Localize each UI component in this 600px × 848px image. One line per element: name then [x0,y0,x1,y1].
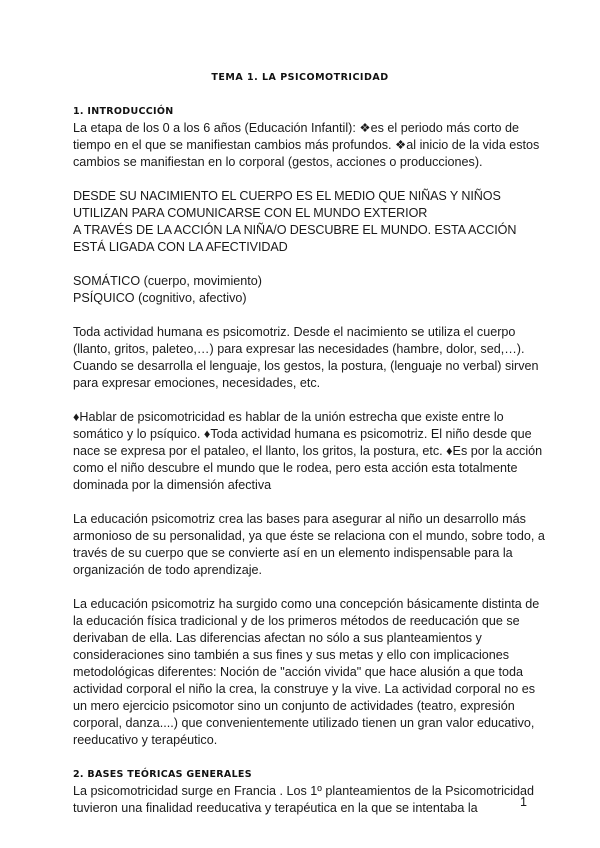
text-line: La psicomotricidad surge en Francia . Los 1º planteamientos de la Psicomotricidad [73,784,535,798]
text-line: tiempo en el que se manifiestan cambios más profundos. ❖al inicio de la vida estos [73,138,540,152]
text-line: nace se expresa por el pataleo, el llanto, los gritos, la postura, etc. ♦Es por la acción [73,444,543,458]
paragraph [73,120,540,171]
section-heading: 2. BASES TEÓRICAS GENERALES [73,769,252,780]
text-line: un mero ejercicio psicomotor sino un conjunto de actividades (teatro, expresión [73,699,515,713]
text-line: ♦Hablar de psicomotricidad es hablar de la unión estrecha que existe entre lo [73,410,504,424]
document-body [73,103,545,834]
text-line: ESTÁ LIGADA CON LA AFECTIVIDAD [73,240,288,254]
paragraph-uppercase [73,188,533,256]
paragraph [73,783,533,817]
text-line: organización de todo aprendizaje. [73,563,263,577]
paragraph [73,596,540,749]
text-line: SOMÁTICO (cuerpo, movimiento) [73,274,262,288]
section-heading: 1. INTRODUCCIÓN [73,106,174,117]
text-line: cambios se manifiestan en lo corporal (gestos, acciones o producciones). [73,155,483,169]
paragraph [73,324,539,392]
text-line: través de su cuerpo que se convierte así en un elemento indispensable para la [73,546,513,560]
text-line: reeducativo y terapéutico. [73,733,218,747]
text-line: DESDE SU NACIMIENTO EL CUERPO ES EL MEDIO QUE NIÑAS Y NIÑOS [73,189,501,203]
text-line: UTILIZAN PARA COMUNICARSE CON EL MUNDO EXTERIOR [73,206,428,220]
text-line: somático y lo psíquico. ♦Toda actividad humana es psicomotriz. El niño desde que [73,427,532,441]
text-line: dominada por la dimensión afectiva [73,478,272,492]
section-bases-teoricas [73,766,533,817]
text-line: La educación psicomotriz ha surgido como una concepción básicamente distinta de [73,597,540,611]
text-line: la educación física tradicional y de los primeros métodos de reeducación que se [73,614,520,628]
text-line: La etapa de los 0 a los 6 años (Educación Infantil): ❖es el periodo más corto de [73,121,520,135]
text-line: metodológicas diferentes: Noción de "acción vivida" que hace alusión a que toda [73,665,524,679]
text-line: PSÍQUICO (cognitivo, afectivo) [73,291,247,305]
text-line: A TRAVÉS DE LA ACCIÓN LA NIÑA/O DESCUBRE EL MUNDO. ESTA ACCIÓN [73,223,517,237]
text-line: La educación psicomotriz crea las bases para asegurar al niño un desarrollo más [73,512,526,526]
text-line: derivaban de ella. Las diferencias afectan no sólo a sus planteamientos y [73,631,482,645]
text-line: consideraciones sino también a sus fines y sus metas y ello con implicaciones [73,648,510,662]
text-line: Cuando se desarrolla el lenguaje, los gestos, la postura, (lenguaje no verbal) sirven [73,359,539,373]
page-number: 1 [520,795,528,809]
paragraph [73,511,545,579]
text-line: tuvieron una finalidad reeducativa y terapéutica en la que se intentaba la [73,801,478,815]
text-line: actividad corporal el niño la crea, la construye y la vive. La actividad corporal no es [73,682,536,696]
text-line: armonioso de su personalidad, ya que éste se relaciona con el mundo, sobre todo, a [73,529,545,543]
text-line: corporal, danza....) que convenientemente utilizado tienen un gran valor educativo, [73,716,535,730]
text-line: (llanto, gritos, paleteo,…) para expresar las necesidades (hambre, dolor, sed,…). [73,342,525,356]
section-introduccion [73,103,545,749]
paragraph [73,273,533,307]
paragraph [73,409,543,494]
text-line: como el niño descubre el mundo que le rodea, pero esta acción esta totalmente [73,461,518,475]
document-title: TEMA 1. LA PSICOMOTRICIDAD [211,72,389,83]
text-line: Toda actividad humana es psicomotriz. Desde el nacimiento se utiliza el cuerpo [73,325,516,339]
text-line: para expresar emociones, necesidades, etc. [73,376,321,390]
